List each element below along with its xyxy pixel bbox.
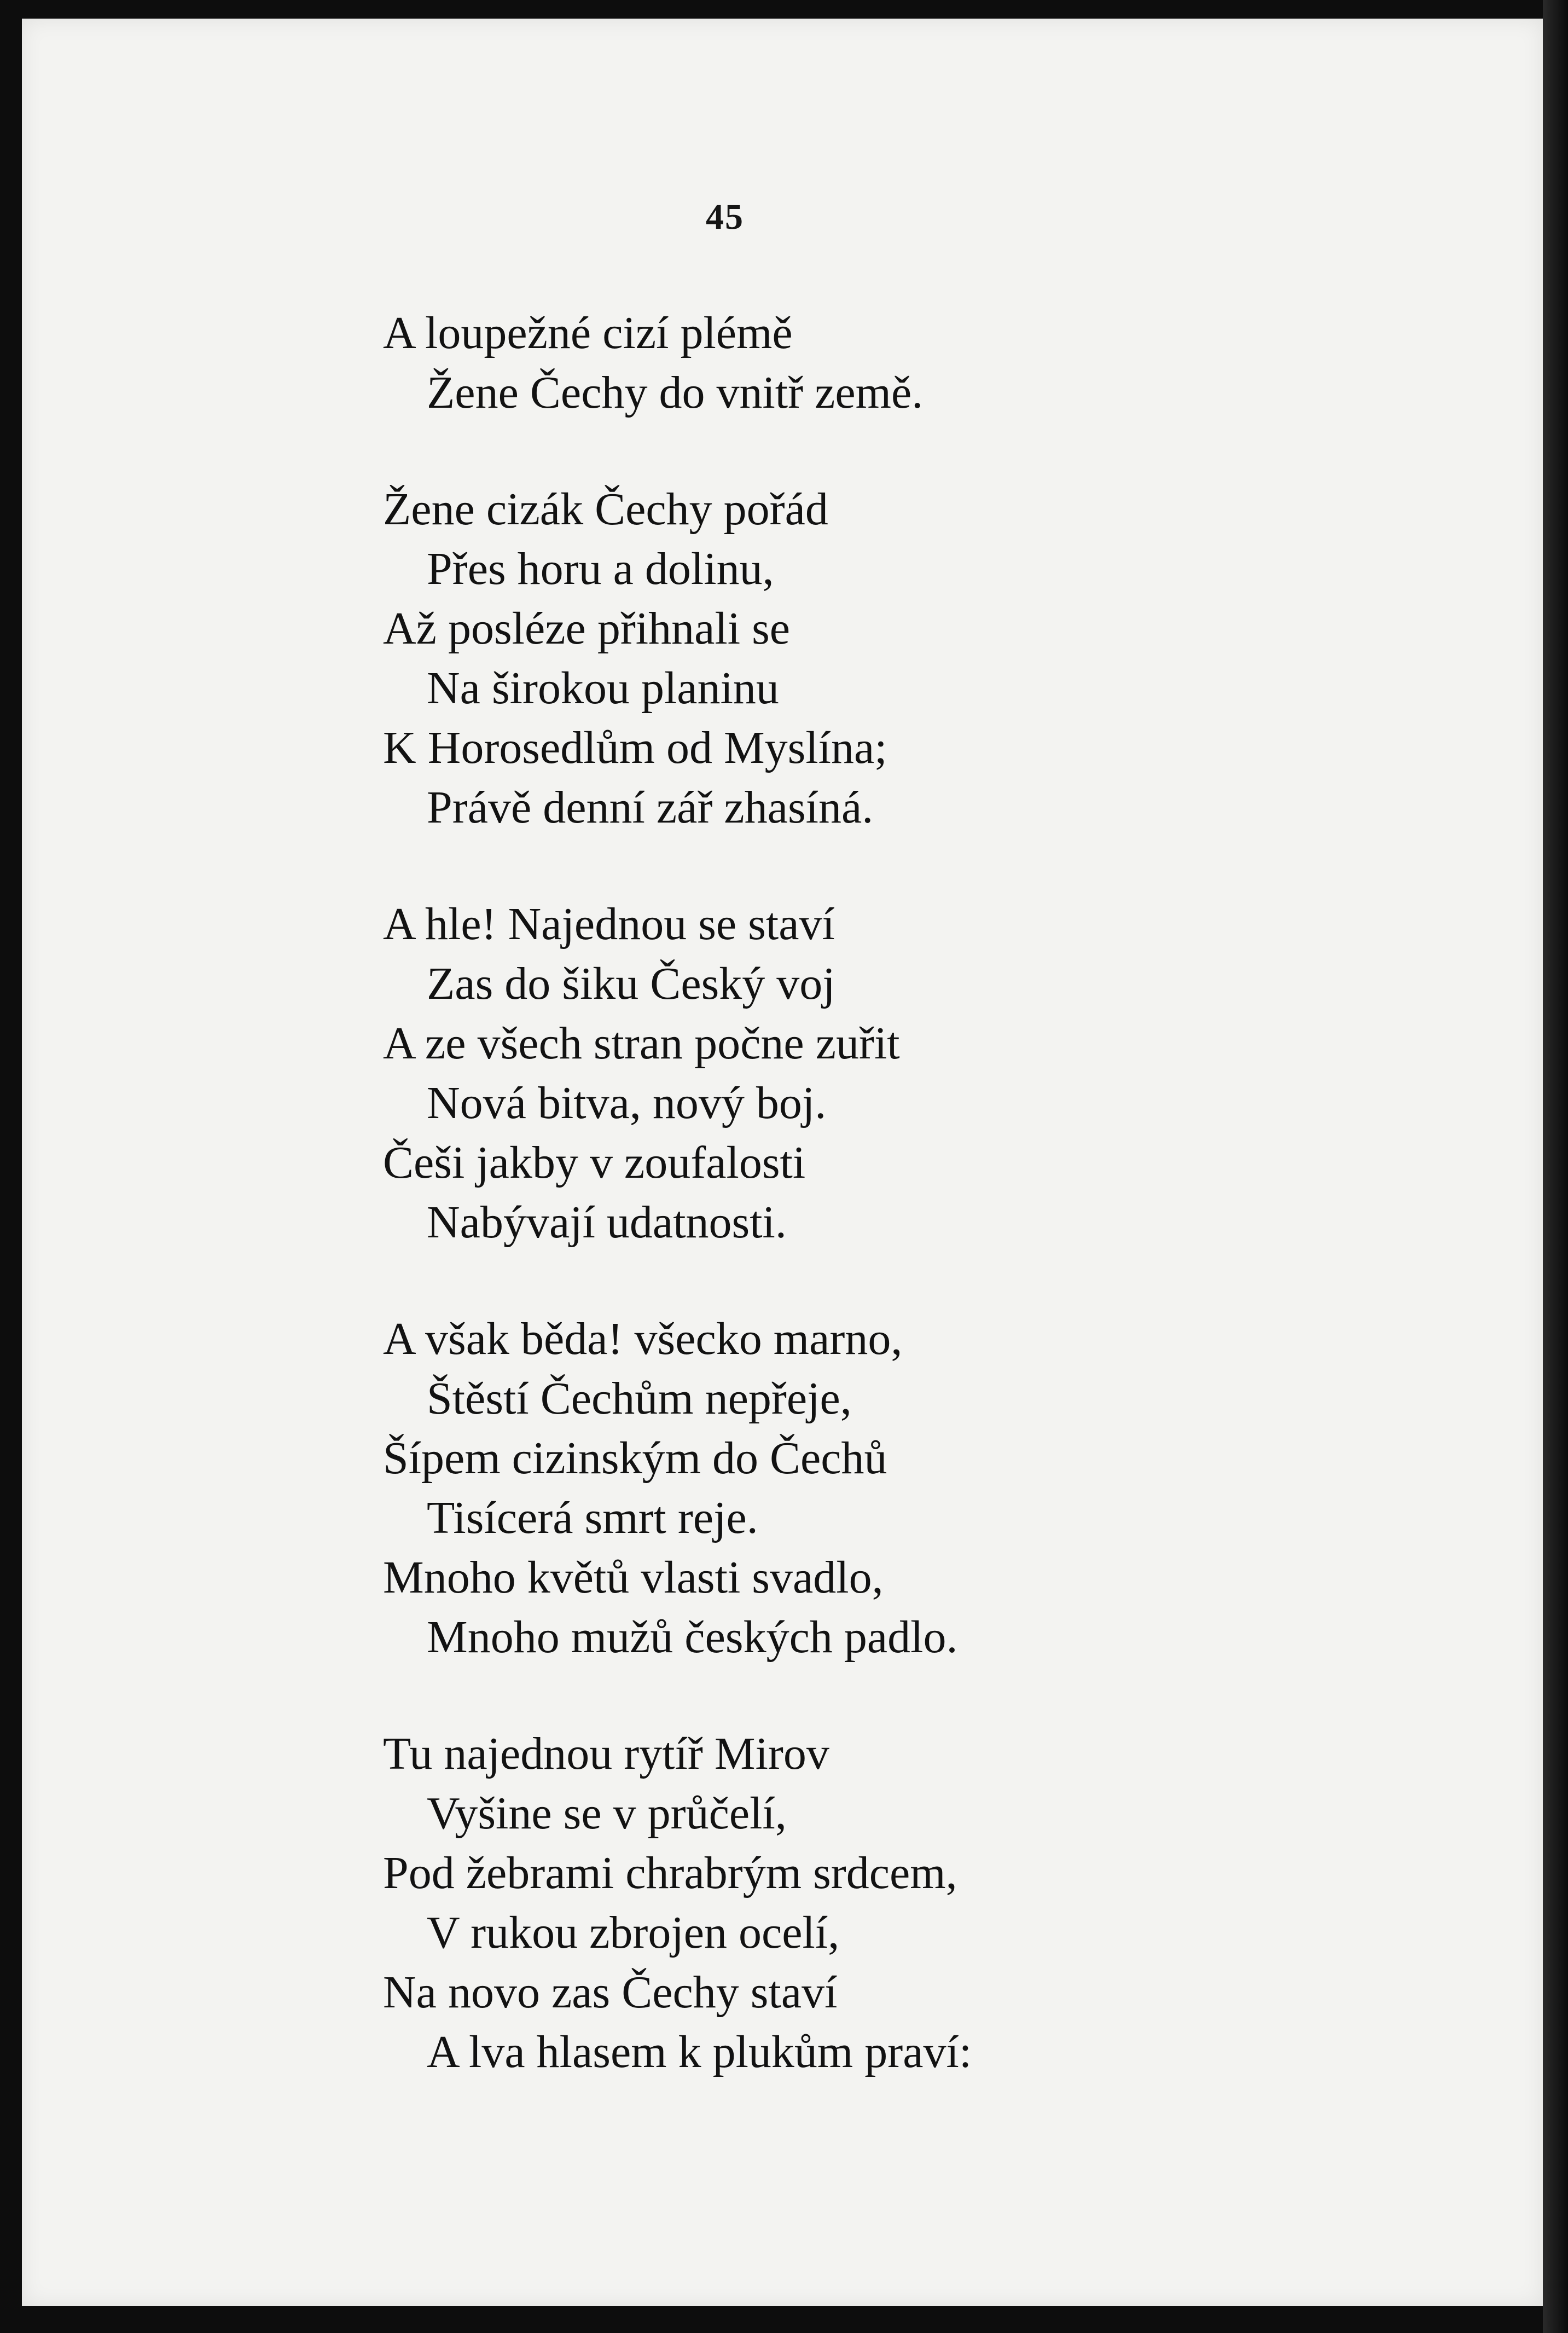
poem-line: A loupežné cizí plémě [383,308,793,358]
poem-line: Žene Čechy do vnitř země. [427,367,924,418]
poem-line: K Horosedlům od Myslína; [383,722,887,773]
poem-line: Pod žebrami chrabrým srdcem, [383,1848,957,1898]
poem-line: Nová bitva, nový boj. [427,1078,827,1128]
poem-line: A však běda! všecko marno, [383,1313,903,1364]
book-page [22,19,1543,2306]
poem-line: Nabývají udatnosti. [427,1197,787,1248]
stanza-4 [383,1309,1149,1667]
poem-line: Na širokou planinu [427,663,779,714]
poem-line: Přes horu a dolinu, [427,543,774,594]
poem-line: Tisícerá smrt reje. [427,1492,758,1543]
page-number: 45 [706,197,744,237]
poem-line: Až posléze přihnali se [383,603,791,654]
poem-line: Štěstí Čechům nepřeje, [427,1373,852,1424]
poem-line: A hle! Najednou se staví [383,899,835,950]
poem-line: Mnoho květů vlasti svadlo, [383,1552,884,1603]
poem-line: A ze všech stran počne zuřit [383,1018,900,1069]
poem-line: Zas do šiku Český voj [427,958,835,1009]
poem-line: Šípem cizinským do Čechů [383,1433,887,1484]
poem [383,303,1149,2139]
scan-edge [1543,0,1568,2333]
stanza-2 [383,479,1149,837]
poem-line: Tu najednou rytíř Mirov [383,1728,829,1779]
poem-line: Vyšine se v průčelí, [427,1788,787,1839]
poem-line: V rukou zbrojen ocelí, [427,1907,840,1958]
poem-line: Žene cizák Čechy pořád [383,484,828,535]
poem-line: A lva hlasem k plukům praví: [427,2027,972,2077]
stanza-3 [383,894,1149,1252]
poem-line: Mnoho mužů českých padlo. [427,1612,958,1663]
stanza-1 [383,303,1149,422]
poem-line: Na novo zas Čechy staví [383,1967,838,2018]
poem-line: Právě denní zář zhasíná. [427,782,874,833]
stanza-5 [383,1724,1149,2082]
poem-line: Češi jakby v zoufalosti [383,1137,806,1188]
